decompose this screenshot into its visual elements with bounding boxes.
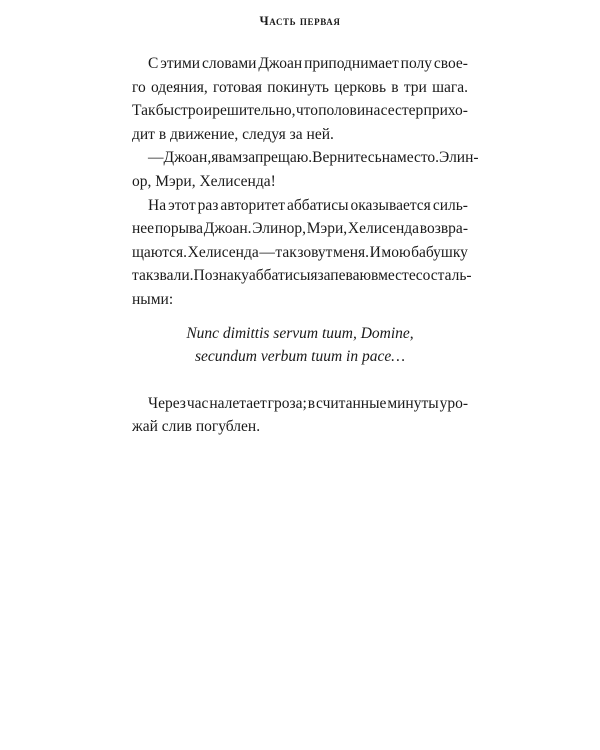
word: гроза;: [267, 394, 307, 412]
word: Мэри,: [306, 220, 348, 238]
text-line: ор, Мэри, Хелисенда!: [132, 172, 276, 190]
word: запрещаю.: [242, 149, 313, 167]
word: словами: [201, 55, 257, 72]
word: Джоан: [258, 55, 303, 72]
verse-line: secundum verbum tuum in pace…: [194, 348, 406, 366]
text-line: [132, 392, 468, 416]
latin-verse: [132, 322, 468, 369]
text-line: [132, 264, 472, 288]
word: Элинор,: [252, 220, 306, 238]
word: вам: [218, 149, 243, 167]
text-line: ными:: [132, 290, 174, 308]
word: порыва: [154, 220, 204, 238]
word: полу: [400, 55, 432, 72]
word: приподнимает: [304, 55, 399, 72]
word: церковь: [334, 78, 387, 96]
word: нее: [132, 220, 155, 238]
word: Через: [148, 394, 186, 412]
word: щаются.: [132, 243, 188, 261]
word: налетает: [209, 394, 267, 412]
word: знаку: [212, 267, 249, 285]
word: минуты: [387, 394, 439, 412]
word: сестер: [380, 102, 424, 120]
paragraph: [132, 194, 472, 312]
body-text: [132, 52, 479, 439]
paragraph: [132, 392, 468, 439]
word: —: [259, 243, 275, 261]
word: половина: [318, 102, 381, 120]
word: Вернитесь: [312, 149, 382, 167]
text-line: дит в движение, следуя за ней.: [132, 125, 334, 143]
word: шага.: [432, 78, 468, 96]
text-line: [132, 99, 468, 123]
word: я: [310, 267, 318, 285]
word: меня.: [333, 243, 370, 261]
word: покинуть: [267, 78, 329, 96]
word: бабушку: [411, 243, 468, 261]
word: три: [403, 78, 427, 96]
word: На: [148, 196, 167, 214]
word: осталь-: [422, 267, 472, 285]
word: этот: [168, 196, 196, 214]
paragraph: [132, 52, 468, 146]
word: Хелисенда: [187, 243, 259, 261]
word: авторитет: [220, 196, 285, 214]
text-line: жай слив погублен.: [132, 418, 261, 436]
word: час: [186, 394, 209, 412]
word: запеваю: [317, 267, 372, 285]
word: го: [132, 78, 146, 96]
word: Элин-: [439, 149, 479, 167]
verse-line: Nunc dimittis servum tuum, Domine,: [186, 324, 414, 342]
word: так: [275, 243, 297, 261]
word: зовут: [297, 243, 333, 261]
word: вместе: [371, 267, 416, 285]
word: место.: [396, 149, 440, 167]
word: силь-: [432, 196, 468, 214]
text-line: [132, 217, 468, 241]
word: одеяния,: [150, 78, 208, 96]
word: в: [307, 394, 316, 412]
word: мою: [381, 243, 411, 261]
word: и: [203, 102, 213, 120]
word: я: [211, 149, 219, 167]
word: С: [148, 55, 159, 72]
text-line: [132, 194, 468, 218]
word: свое-: [433, 55, 468, 72]
word: Так: [132, 102, 156, 120]
text-line: [132, 76, 468, 100]
word: звали.: [153, 267, 194, 285]
word: в: [391, 78, 399, 96]
word: Джоан,: [163, 149, 212, 167]
word: прихо-: [423, 102, 468, 120]
word: оказывается: [350, 196, 431, 214]
word: решительно,: [212, 102, 296, 120]
word: —: [148, 149, 164, 167]
word: аббатисы: [287, 196, 349, 214]
word: с: [415, 267, 423, 285]
text-line: [132, 146, 479, 170]
word: Джоан.: [203, 220, 252, 238]
paragraph: [132, 146, 479, 193]
word: аббатисы: [248, 267, 311, 285]
word: быстро: [155, 102, 204, 120]
word: так: [132, 267, 154, 285]
text-line: [132, 241, 468, 265]
text-line: [132, 52, 468, 76]
word: на: [381, 149, 397, 167]
word: готовая: [213, 78, 262, 96]
word: И: [369, 243, 381, 261]
word: уро-: [439, 394, 468, 412]
running-header: Часть первая: [259, 14, 341, 28]
word: По: [193, 267, 213, 285]
word: раз: [197, 196, 219, 214]
word: считанные: [316, 394, 387, 412]
word: возвра-: [419, 220, 468, 238]
word: этими: [160, 55, 201, 72]
word: что: [295, 102, 318, 120]
word: Хелисенда: [347, 220, 420, 238]
